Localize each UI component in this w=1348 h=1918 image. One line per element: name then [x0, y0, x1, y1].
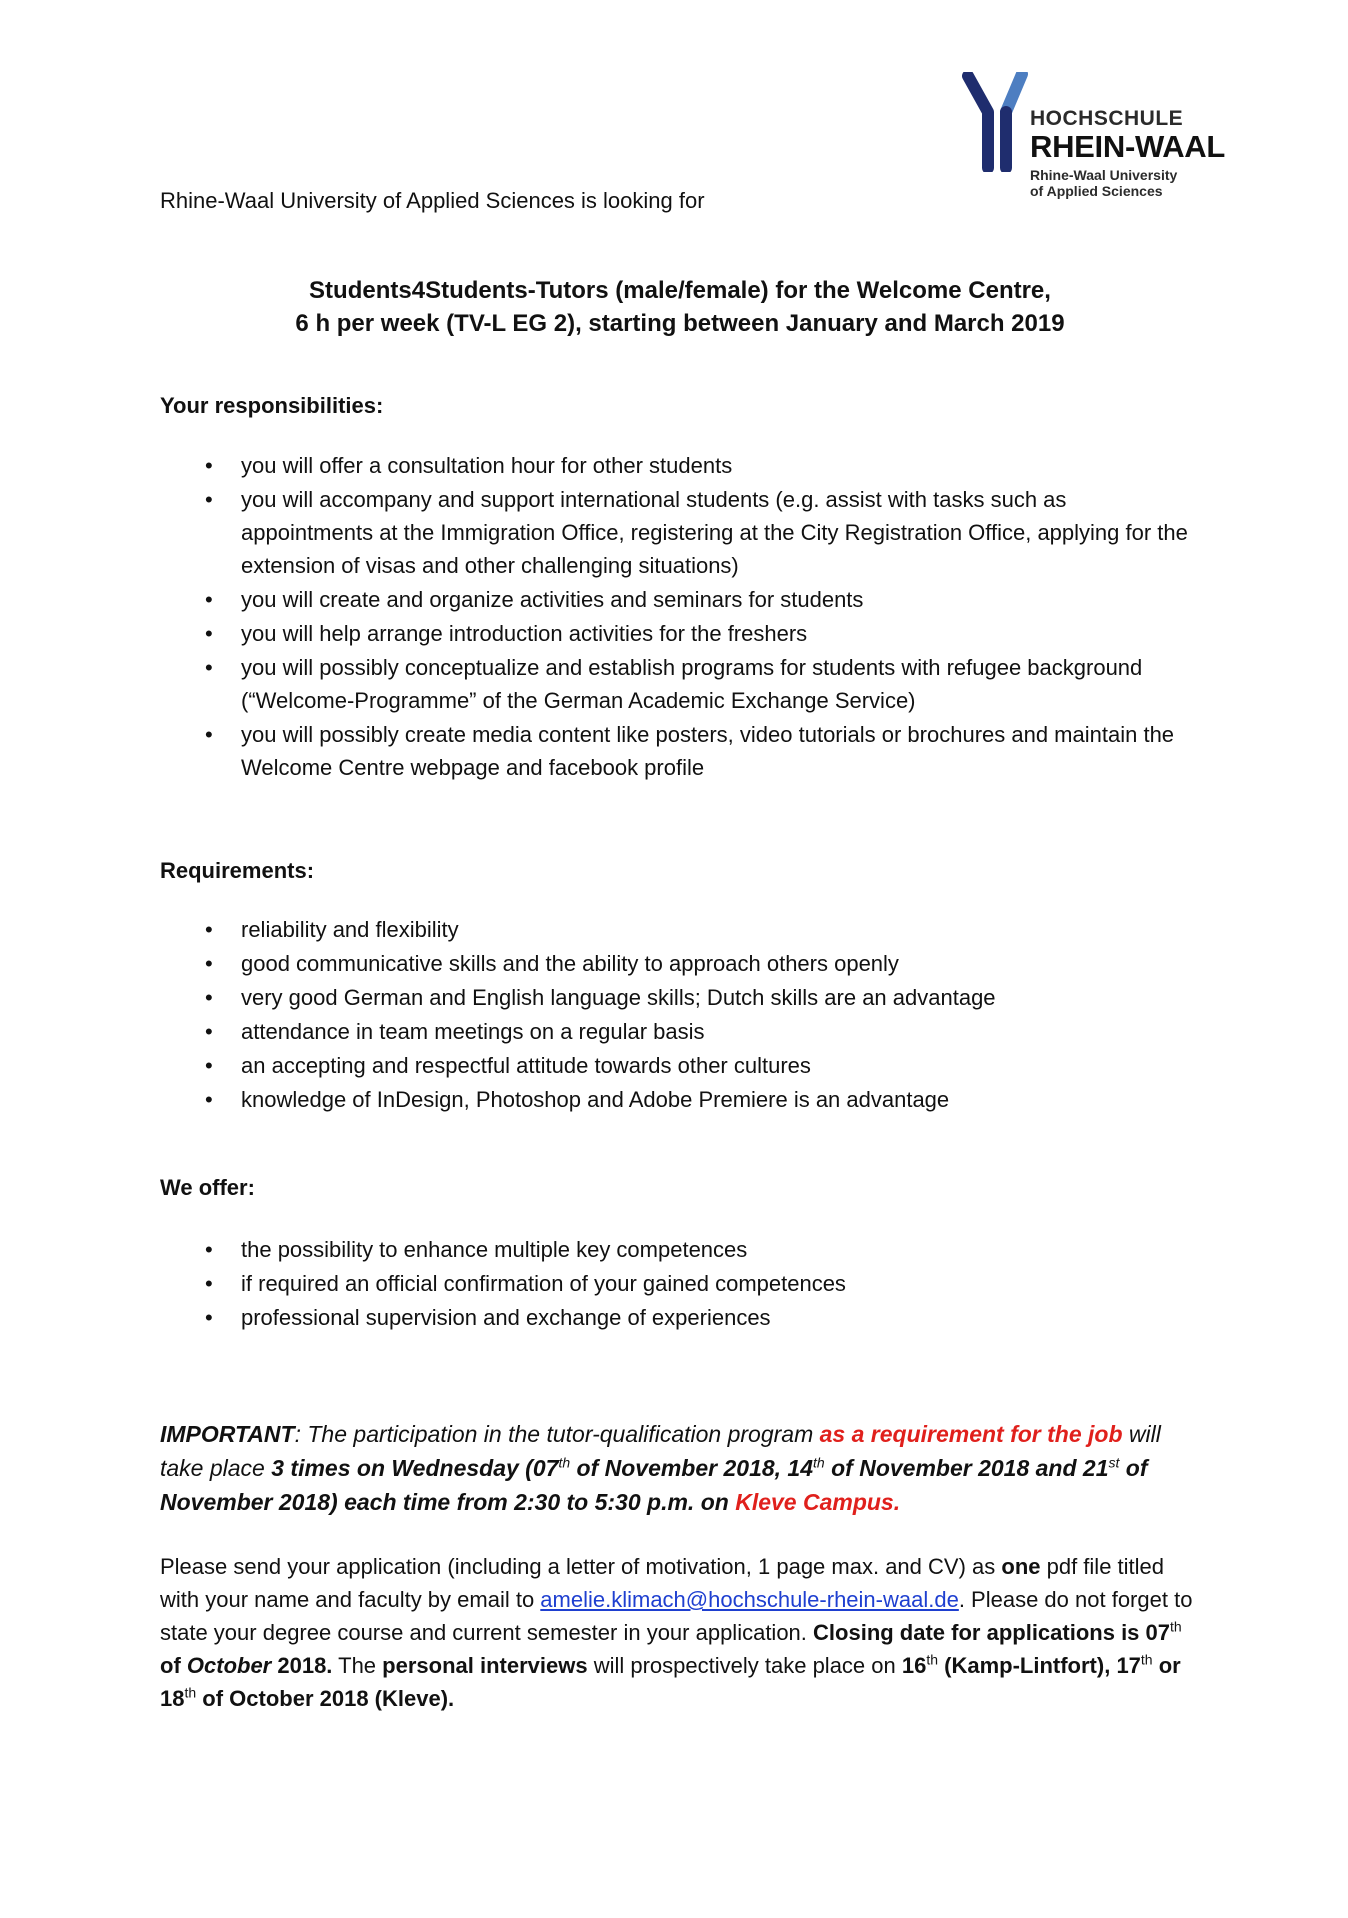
- list-item: • attendance in team meetings on a regular basis: [160, 1015, 1200, 1048]
- closing-date: Closing date for applications is 07: [813, 1620, 1170, 1645]
- list-item: • the possibility to enhance multiple key competences: [160, 1233, 1200, 1266]
- bullet-icon: •: [205, 1053, 213, 1078]
- list-item: • reliability and flexibility: [160, 913, 1200, 946]
- bullet-icon: •: [205, 1087, 213, 1112]
- logo-y-mark-icon: [962, 72, 1032, 172]
- list-item: • an accepting and respectful attitude towards other cultures: [160, 1049, 1200, 1082]
- logo-rhein-waal: RHEIN-WAAL: [1030, 129, 1226, 164]
- bullet-icon: •: [205, 621, 213, 646]
- list-item: • you will accompany and support international students (e.g. assist with tasks such as appointments at the Immigration Office, registering at the City Registration Office, applying for the extension of visas and other challenging situations): [160, 483, 1200, 582]
- important-label: IMPORTANT: [160, 1421, 295, 1447]
- university-logo: [962, 72, 1242, 204]
- bullet-icon: •: [205, 917, 213, 942]
- job-title-line-1: Students4Students-Tutors (male/female) for the Welcome Centre,: [309, 277, 1051, 304]
- application-instructions: Please send your application (including a letter of motivation, 1 page max. and CV) as one pdf file titled with your name and faculty by email to amelie.klimach@hochschule-rhein-waal.de. Please do not forget to state your degree course and current semester in your application. Closing date for applications is 07th of October 2018. The personal interviews will prospectively take place on 16th (Kamp-Lintfort), 17th or 18th of October 2018 (Kleve).: [160, 1554, 1193, 1711]
- bullet-icon: •: [205, 985, 213, 1010]
- list-item: • if required an official confirmation of your gained competences: [160, 1267, 1200, 1300]
- list-item: • knowledge of InDesign, Photoshop and Adobe Premiere is an advantage: [160, 1083, 1200, 1116]
- bullet-icon: •: [205, 1019, 213, 1044]
- bullet-icon: •: [205, 453, 213, 478]
- job-title-line-2: 6 h per week (TV-L EG 2), starting between January and March 2019: [295, 310, 1065, 337]
- bullet-icon: •: [205, 951, 213, 976]
- campus-highlight: Kleve Campus.: [735, 1489, 901, 1515]
- list-item: • you will possibly conceptualize and establish programs for students with refugee background (“Welcome-Programme” of the German Academic Exchange Service): [160, 651, 1200, 717]
- email-link[interactable]: amelie.klimach@hochschule-rhein-waal.de: [540, 1587, 959, 1612]
- list-item: • professional supervision and exchange of experiences: [160, 1301, 1200, 1334]
- logo-applied-sciences: of Applied Sciences: [1030, 183, 1163, 199]
- important-notice: IMPORTANT: The participation in the tutor-qualification program as a requirement for the job will take place 3 times on Wednesday (07th of November 2018, 14th of November 2018 and 21st of November 2018) each time from 2:30 to 5:30 p.m. on Kleve Campus.: [160, 1421, 1161, 1515]
- list-item: • good communicative skills and the ability to approach others openly: [160, 947, 1200, 980]
- offer-heading: We offer:: [160, 1175, 255, 1200]
- bullet-icon: •: [205, 1237, 213, 1262]
- responsibilities-heading: Your responsibilities:: [160, 393, 384, 418]
- list-item: • you will offer a consultation hour for other students: [160, 449, 1200, 482]
- job-title: [160, 274, 1200, 340]
- bullet-icon: •: [205, 487, 213, 512]
- list-item: • you will help arrange introduction activities for the freshers: [160, 617, 1200, 650]
- intro-text: Rhine-Waal University of Applied Sciences is looking for: [160, 188, 705, 213]
- requirement-highlight: as a requirement for the job: [819, 1421, 1123, 1447]
- logo-hochschule: HOCHSCHULE: [1030, 107, 1184, 130]
- bullet-icon: •: [205, 1305, 213, 1330]
- requirements-heading: Requirements:: [160, 858, 315, 883]
- list-item: • very good German and English language skills; Dutch skills are an advantage: [160, 981, 1200, 1014]
- bullet-icon: •: [205, 1271, 213, 1296]
- list-item: • you will possibly create media content like posters, video tutorials or brochures and maintain the Welcome Centre webpage and facebook profile: [160, 718, 1200, 784]
- logo-wordmark: [1030, 108, 1225, 198]
- offer-list: [160, 1233, 1200, 1335]
- list-item: • you will create and organize activities and seminars for students: [160, 583, 1200, 616]
- bullet-icon: •: [205, 722, 213, 747]
- logo-university-en: Rhine-Waal University: [1030, 167, 1178, 183]
- requirements-list: [160, 913, 1200, 1117]
- bullet-icon: •: [205, 587, 213, 612]
- responsibilities-list: [160, 449, 1200, 785]
- bullet-icon: •: [205, 655, 213, 680]
